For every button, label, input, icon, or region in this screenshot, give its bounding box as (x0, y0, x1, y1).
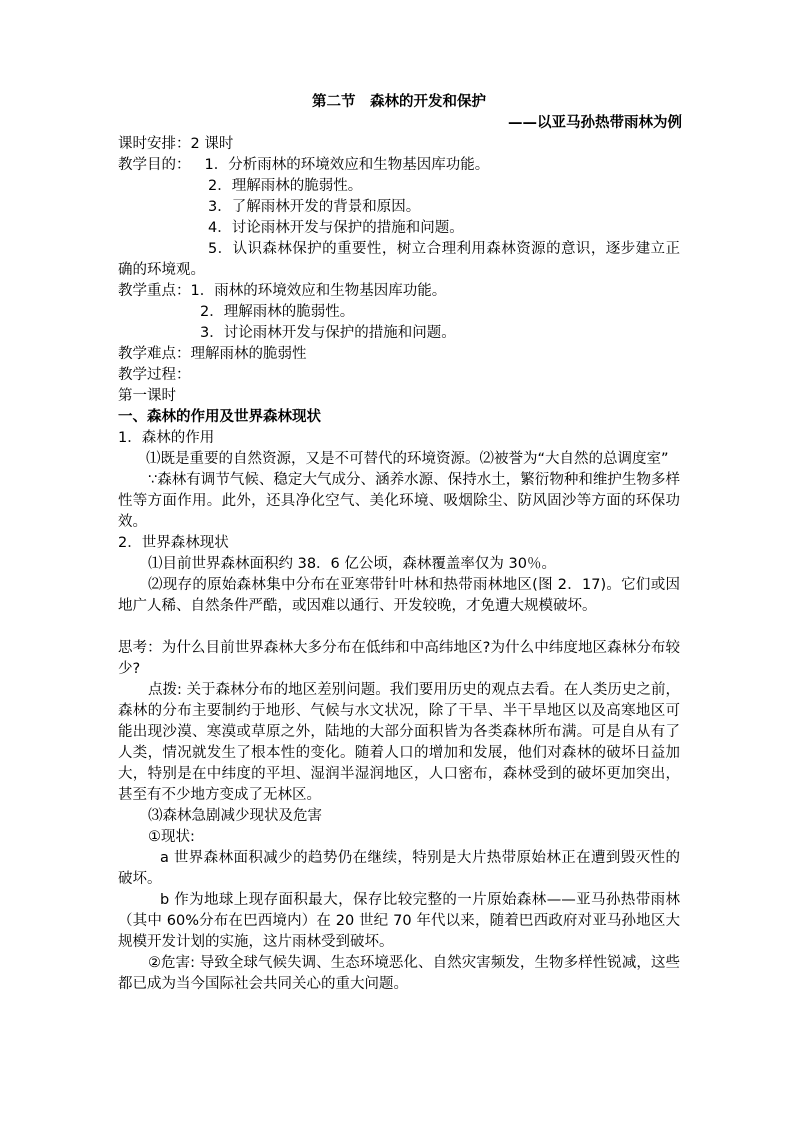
paragraph: ⑴目前世界森林面积约 38．6 亿公顷，森林覆盖率仅为 30％。 (148, 556, 556, 572)
section-heading: 一、森林的作用及世界森林现状 (118, 409, 321, 425)
objective-item: 4．讨论雨林开发与保护的措施和问题。 (208, 220, 464, 236)
key-points-label: 教学重点： (118, 283, 191, 299)
class-hours: 课时安排：2 课时 (118, 136, 234, 152)
status-label: ①现状: (148, 829, 195, 845)
objectives-label: 教学目的： (118, 157, 191, 173)
subsection-heading: 2．世界森林现状 (118, 535, 229, 551)
page-title: 第二节 森林的开发和保护 (312, 94, 486, 110)
key-point-item: 1．雨林的环境效应和生物基因库功能。 (190, 283, 447, 299)
objective-item: 1．分析雨林的环境效应和生物基因库功能。 (204, 157, 490, 173)
teaching-process: 教学过程： (118, 367, 191, 383)
page-subtitle: ——以亚马孙热带雨林为例 (508, 115, 682, 131)
status-item: a 世界森林面积减少的趋势仍在继续，特别是大片热带原始林正在遭到毁灭性的破坏。 (118, 850, 680, 887)
hint-paragraph: 点拨: 关于森林分布的地区差别问题。我们要用历史的观点去看。在人类历史之前，森林的分布主要制约于地形、气候与水文状况，除了干旱、半干旱地区以及高寒地区可能出现沙漠、寒漠或草原之外，陆地的大部分面积皆为各类森林所布满。可是自从有了人类，情况就发生了根本性的变化。随着人口的增加和发展，他们对森林的破坏日益加大，特别是在中纬度的平坦、湿润半湿润地区，人口密布，森林受到的破坏更加突出，甚至有不少地方变成了无林区。 (118, 682, 680, 803)
lesson-label: 第一课时 (118, 388, 176, 404)
harm-paragraph: ②危害: 导致全球气候失调、生态环境恶化、自然灾害频发，生物多样性锐减，这些都已成为当今国际社会共同关心的重大问题。 (118, 955, 680, 992)
teaching-objectives (118, 155, 680, 281)
subsection-heading: 1．森林的作用 (118, 430, 215, 446)
key-points (118, 281, 680, 344)
document-page (118, 92, 680, 995)
objective-item: 2．理解雨林的脆弱性。 (208, 178, 363, 194)
teaching-difficulty: 教学难点：理解雨林的脆弱性 (118, 346, 307, 362)
paragraph: ⑵现存的原始森林集中分布在亚寒带针叶林和热带雨林地区(图 2．17)。它们或因地广人稀、自然条件严酷，或因难以通行、开发较晚，才免遭大规模破坏。 (118, 577, 680, 614)
paragraph: ∵森林有调节气候、稳定大气成分、涵养水源、保持水土，繁衍物种和维护生物多样性等方面作用。此外，还具净化空气、美化环境、吸烟除尘、防风固沙等方面的环保功效。 (118, 472, 680, 530)
paragraph: ⑴既是重要的自然资源，又是不可替代的环境资源。⑵被誉为“大自然的总调度室” (146, 451, 669, 467)
paragraph: ⑶森林急剧减少现状及危害 (148, 808, 322, 824)
spacer (118, 617, 680, 638)
key-point-item: 3．讨论雨林开发与保护的措施和问题。 (200, 325, 456, 341)
key-point-item: 2．理解雨林的脆弱性。 (200, 304, 355, 320)
objective-item: 5．认识森林保护的重要性，树立合理利用森林资源的意识，逐步建立正确的环境观。 (118, 241, 680, 278)
objective-item: 3．了解雨林开发的背景和原因。 (208, 199, 421, 215)
status-item: b 作为地球上现存面积最大，保存比较完整的一片原始森林——亚马孙热带雨林（其中 60%分布在巴西境内）在 20 世纪 70 年代以来，随着巴西政府对亚马孙地区大规模开发计划的实施，这片雨林受到破坏。 (118, 892, 680, 950)
think-question: 思考：为什么目前世界森林大多分布在低纬和中高纬地区?为什么中纬度地区森林分布较少? (118, 640, 680, 677)
